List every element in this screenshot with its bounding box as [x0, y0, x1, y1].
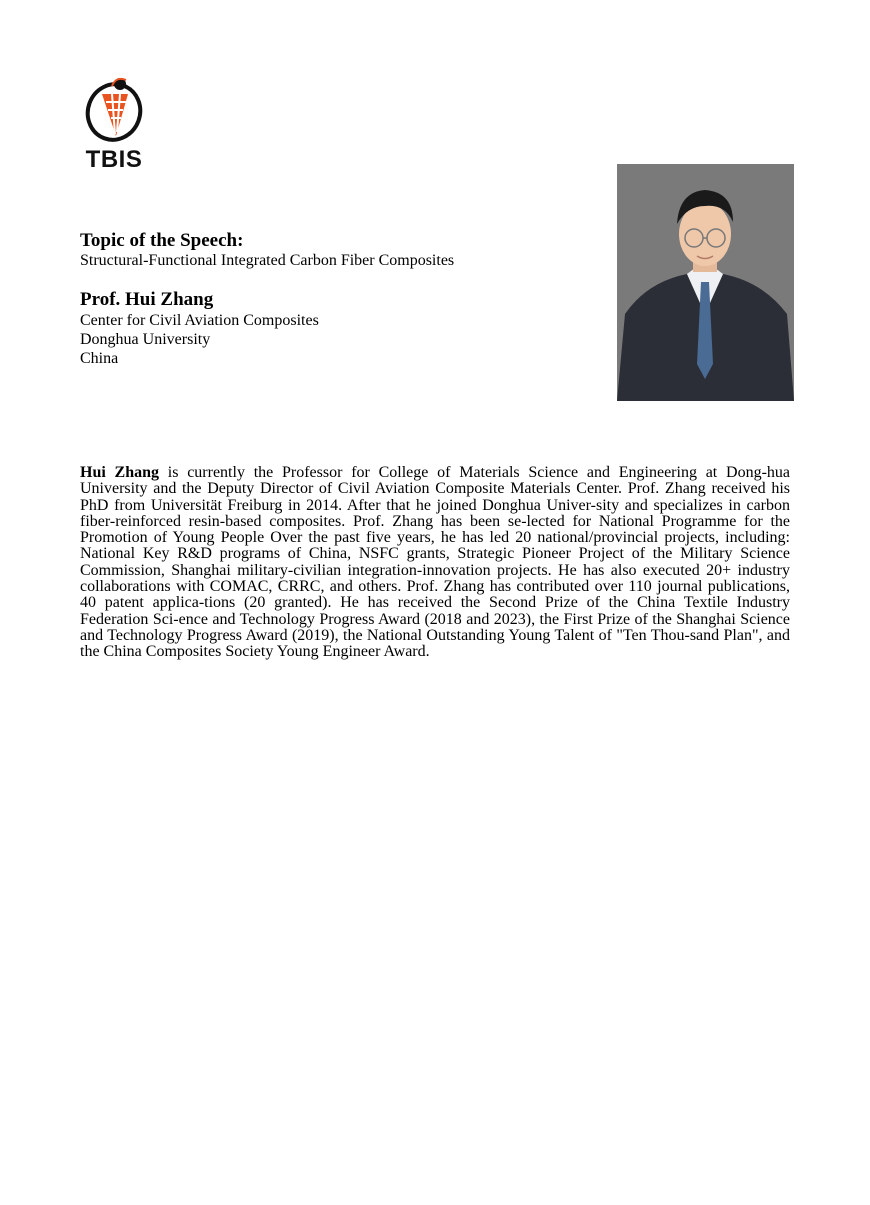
affiliation-university: Donghua University: [80, 331, 211, 348]
tbis-globe-icon: [82, 74, 146, 144]
speaker-name: Prof. Hui Zhang: [80, 289, 214, 310]
affiliation-center: Center for Civil Aviation Composites: [80, 312, 319, 329]
topic-title: Structural-Functional Integrated Carbon Fiber Composites: [80, 252, 455, 269]
speaker-bio: [80, 465, 790, 661]
affiliation-country: China: [80, 350, 119, 367]
bio-name: Hui Zhang: [80, 464, 160, 481]
tbis-logo: [78, 74, 154, 174]
logo-text: TBIS: [85, 146, 143, 173]
speaker-photo: [617, 164, 794, 401]
bio-text: is currently the Professor for College of Materials Science and Engineering at Dong-hua University and the Deputy Director of Civil Aviation Composite Materials Center. Prof. Zhang received his PhD from Universität Freiburg in 2014. After that he joined Donghua Univer-sity and specializes in carbon fiber-reinforced resin-based composites. Prof. Zhang has been se-lected for National Programme for the Promotion of Young People Over the past five years, he has led 20 national/provincial projects, including: National Key R&D programs of China, NSFC grants, Strategic Pioneer Project of the Military Science Commission, Shanghai military-civilian integration-innovation projects. He has also executed 20+ industry collaborations with COMAC, CRRC, and others. Prof. Zhang has contributed over 110 journal publications, 40 patent applica-tions (20 granted). He has received the Second Prize of the China Textile Industry Federation Sci-ence and Technology Progress Award (2018 and 2023), the First Prize of the Shanghai Science and Technology Progress Award (2019), the National Outstanding Young Talent of "Ten Thou-sand Plan", and the China Composites Society Young Engineer Award.: [80, 464, 790, 661]
topic-heading: Topic of the Speech:: [80, 230, 244, 251]
